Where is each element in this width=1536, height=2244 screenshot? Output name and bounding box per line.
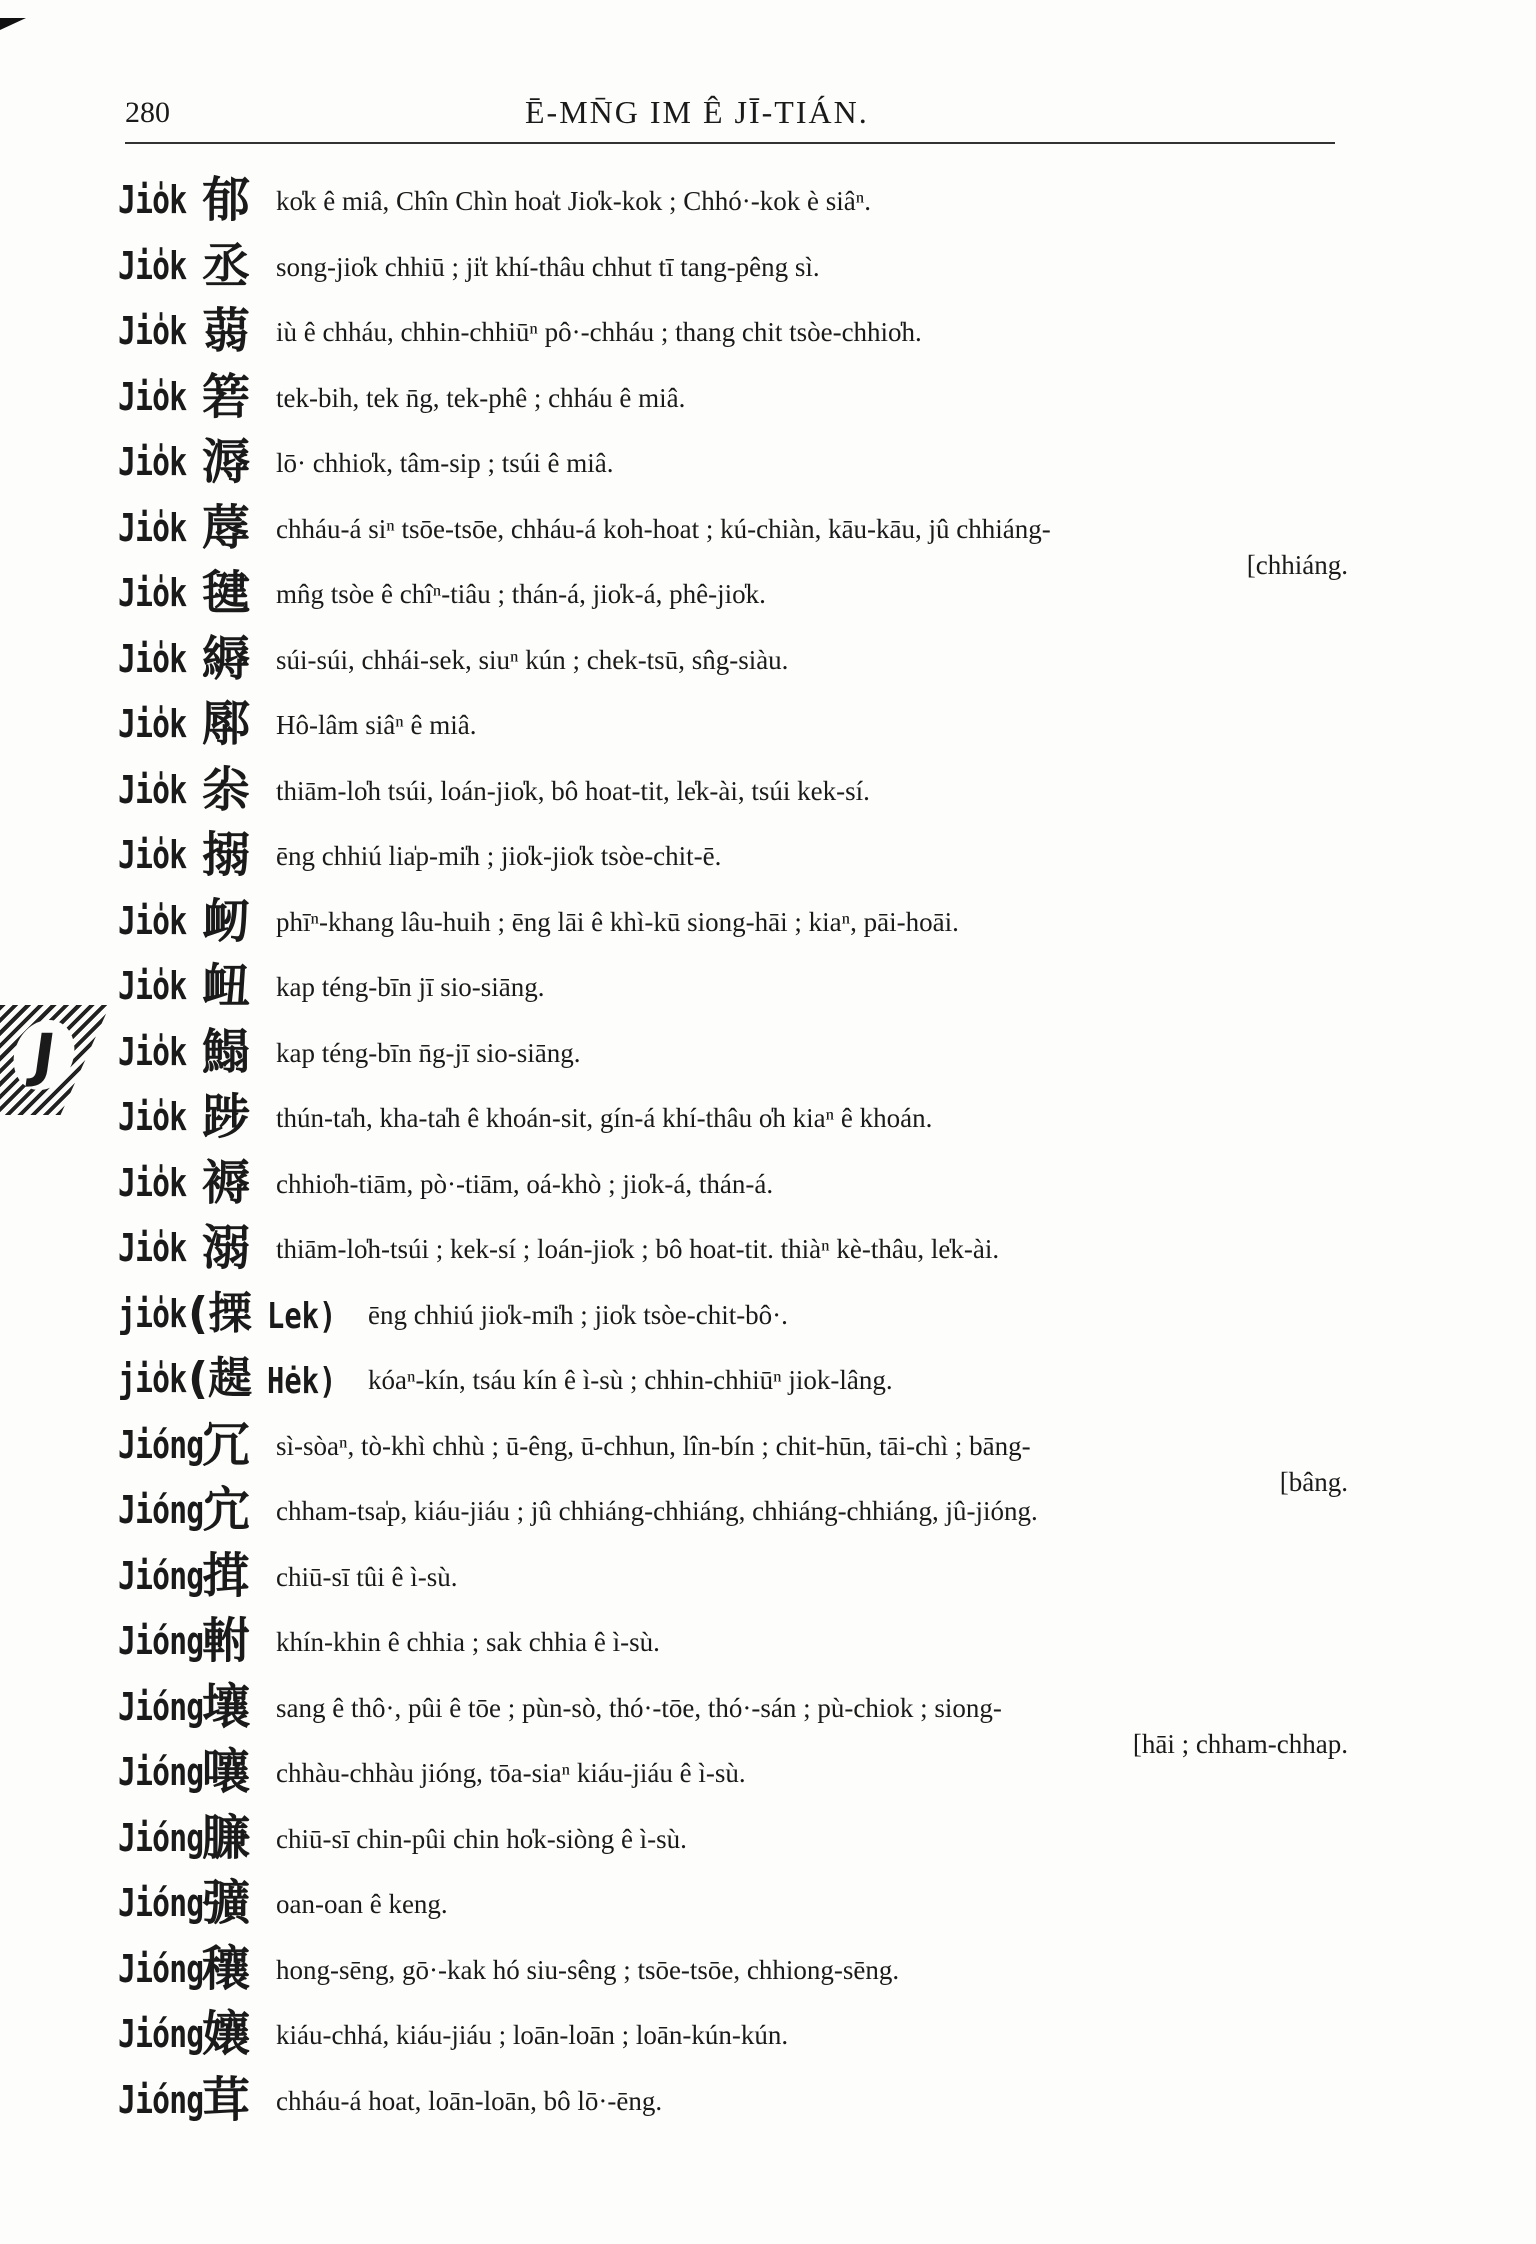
entry-character: 尜: [202, 761, 251, 818]
entry-definition: chiū-sī tûi ê ì-sù.: [276, 1561, 458, 1592]
entry-character: 蓐: [202, 499, 251, 556]
entry-definition: hong-sēng, gō·-kak hó siu-sêng ; tsōe-tsōe, chhiong-sēng.: [276, 1954, 900, 1985]
entry-definition: kiáu-chhá, kiáu-jiáu ; loān-loān ; loān-kún-kún.: [276, 2020, 789, 2050]
entry-definition: chhàu-chhàu jióng, tōa-siaⁿ kiáu-jiáu ê ì-sù.: [276, 1758, 746, 1788]
entry-headword: Jióng: [118, 1881, 204, 1925]
entry-headword: Jio̍k: [118, 440, 187, 484]
dictionary-entry: [118, 499, 1348, 580]
entry-character: 踄: [202, 1089, 251, 1145]
entry-character: 溽: [202, 434, 251, 490]
entry-definition: iù ê chháu, chhin-chhiūⁿ pô·-chháu ; thang chit tsòe-chhio̍h.: [276, 317, 922, 347]
entry-character: 衄: [202, 958, 251, 1014]
entry-character: 褥: [202, 1154, 251, 1211]
entry-reference-word: Hėk): [267, 1361, 337, 1402]
entry-definition: thiām-lo̍h-tsúi ; kek-sí ; loán-jio̍k ; bô hoat-tit. thiàⁿ kè-thâu, le̍k-ài.: [276, 1234, 1000, 1264]
entry-character: 冗: [202, 1416, 251, 1473]
entry-headword: Jio̍k: [118, 1095, 187, 1139]
entry-character: 郁: [202, 172, 251, 228]
entry-definition: chhio̍h-tiām, pò·-tiām, oá-khò ; jio̍k-á, thán-á.: [276, 1168, 774, 1199]
entry-definition: khín-khin ê chhia ; sak chhia ê ì-sù.: [276, 1627, 660, 1657]
entry-character: 軵: [202, 1613, 251, 1669]
entry-character: (趧: [188, 1353, 253, 1404]
dictionary-entry: [118, 1678, 1348, 1759]
entry-definition: mn̂g tsòe ê chîⁿ-tiâu ; thán-á, jio̍k-á, phê-jio̍k.: [276, 579, 766, 609]
entry-character: 彍: [202, 1875, 251, 1931]
entry-headword: Jióng: [118, 1619, 204, 1663]
entry-headword: Jio̍k: [118, 374, 187, 419]
entry-headword: Jio̍k: [118, 309, 187, 353]
dictionary-entry: [118, 434, 1348, 500]
entry-definition: ko̍k ê miâ, Chîn Chìn hoa̍t Jio̍k-kok ; Chhó·-kok è siâⁿ.: [276, 186, 871, 216]
dictionary-entry: [118, 1548, 1348, 1614]
entry-continuation: [bâng.: [1279, 1466, 1348, 1497]
entry-reference-word: Lek): [267, 1295, 337, 1337]
entry-headword: Jio̍k: [118, 1226, 187, 1270]
entry-character: 鰨: [202, 1023, 251, 1080]
entry-headword: Jióng: [118, 2077, 204, 2122]
dictionary-entry: [118, 1351, 1348, 1417]
entry-headword: Jióng: [118, 1422, 204, 1467]
entry-headword: Jio̍k: [118, 833, 187, 877]
entry-character: 箬: [202, 368, 251, 425]
entry-headword: Jióng: [118, 1750, 204, 1794]
dictionary-entry: [118, 1220, 1348, 1286]
entry-headword: Jio̍k: [118, 571, 187, 615]
entry-headword: Jio̍k: [118, 1029, 187, 1074]
entry-headword: Jióng: [118, 1488, 204, 1532]
entry-character: 嚷: [202, 1744, 251, 1800]
dictionary-entry: [118, 2072, 1348, 2138]
dictionary-entry: [118, 303, 1348, 369]
entry-headword: Jióng: [118, 2012, 204, 2056]
entry-definition: chháu-á siⁿ tsōe-tsōe, chháu-á koh-hoat ; kú-chiàn, kāu-kāu, jû chhiáng-: [276, 513, 1051, 544]
dictionary-entry: [118, 1744, 1348, 1810]
dictionary-entry: [118, 631, 1348, 697]
dictionary-entry: [118, 893, 1348, 959]
dictionary-entry: [118, 1286, 1348, 1352]
dictionary-entry: [118, 1482, 1348, 1548]
entry-definition: kóaⁿ-kín, tsáu kín ê ì-sù ; chhin-chhiūⁿ jiok-lâng.: [368, 1365, 893, 1395]
entry-definition: ēng chhiú jio̍k-mi̍h ; jio̍k tsòe-chit-bô·.: [368, 1299, 788, 1330]
entry-character: 溺: [202, 1220, 251, 1276]
dictionary-entry: [118, 1941, 1348, 2007]
entry-headword: Jióng: [118, 1553, 204, 1598]
entry-headword: jio̍k: [118, 1357, 187, 1401]
entry-definition: kap téng-bīn jī sio-siāng.: [276, 972, 545, 1002]
header-rule: [125, 142, 1335, 144]
corner-print-mark: [0, 18, 26, 30]
entry-definition: súi-súi, chhái-sek, siuⁿ kún ; chek-tsū, sn̂g-siàu.: [276, 644, 789, 675]
dictionary-entry: [118, 1810, 1348, 1876]
entry-cross-reference: [188, 1286, 354, 1345]
entry-character: 蒻: [202, 303, 251, 359]
entry-headword: Jio̍k: [118, 505, 187, 550]
entry-character: 宂: [202, 1482, 251, 1538]
entry-continuation: [chhiáng.: [1246, 549, 1348, 580]
entry-definition: kap téng-bīn n̄g-jī sio-siāng.: [276, 1037, 581, 1068]
dictionary-entry: [118, 762, 1348, 828]
running-title: Ē-MN̄G IM Ê JĪ-TIÁN.: [525, 94, 869, 130]
entry-headword: Jio̍k: [118, 767, 187, 812]
entry-character: 衂: [202, 892, 251, 949]
entry-definition: oan-oan ê keng.: [276, 1889, 448, 1919]
entry-character: 鄏: [202, 696, 251, 752]
entry-headword: Jio̍k: [118, 898, 187, 943]
entry-headword: Jióng: [118, 1946, 204, 1991]
entry-definition: thiām-lo̍h tsúi, loán-jio̍k, bô hoat-tit, le̍k-ài, tsúi kek-sí.: [276, 775, 870, 806]
entry-character: 毽: [202, 565, 251, 621]
entry-headword: Jio̍k: [118, 636, 187, 681]
entry-definition: song-jio̍k chhiū ; ji̍t khí-thâu chhut tī tang-pêng sì.: [276, 251, 820, 282]
entry-headword: Jio̍k: [118, 178, 187, 222]
dictionary-entry: [118, 565, 1348, 631]
entry-character: 茸: [202, 2071, 251, 2128]
entry-headword: Jio̍k: [118, 243, 187, 288]
dictionary-entry: [118, 696, 1348, 762]
entry-definition: thún-ta̍h, kha-ta̍h ê khoán-sit, gín-á khí-thâu o̍h kiaⁿ ê khoán.: [276, 1103, 933, 1133]
entry-definition: sì-sòaⁿ, tò-khì chhù ; ū-êng, ū-chhun, lîn-bín ; chit-hūn, tāi-chì ; bāng-: [276, 1430, 1031, 1461]
dictionary-entry: [118, 827, 1348, 893]
page-header: [125, 88, 1335, 138]
entry-character: 壤: [202, 1678, 251, 1735]
entry-definition: sang ê thô·, pûi ê tōe ; pùn-sò, thó·-tōe, thó·-sán ; pù-chiok ; siong-: [276, 1692, 1002, 1723]
entry-character: 搦: [202, 827, 251, 883]
entry-headword: Jióng: [118, 1684, 204, 1729]
entry-headword: Jio̍k: [118, 964, 187, 1008]
entry-definition: chham-tsa̍p, kiáu-jiáu ; jû chhiáng-chhiáng, chhiáng-chhiáng, jû-jióng.: [276, 1496, 1038, 1526]
dictionary-entry: [118, 2006, 1348, 2072]
entry-definition: Hô-lâm siâⁿ ê miâ.: [276, 710, 477, 740]
entry-definition: ēng chhiú lia̍p-mi̍h ; jio̍k-jio̍k tsòe-chit-ē.: [276, 841, 722, 871]
entry-continuation: [hāi ; chham-chhap.: [1132, 1728, 1348, 1759]
dictionary-entry: [118, 1416, 1348, 1497]
entry-headword: jio̍k: [118, 1291, 187, 1336]
entry-definition: tek-bih, tek n̄g, tek-phê ; chháu ê miâ.: [276, 382, 686, 413]
dictionary-entry: [118, 1024, 1348, 1090]
entry-headword: Jio̍k: [118, 702, 187, 746]
dictionary-entries: [118, 172, 1348, 2137]
dictionary-entry: [118, 958, 1348, 1024]
dictionary-entry: [118, 238, 1348, 304]
entry-headword: Jio̍k: [118, 1160, 187, 1205]
entry-character: 穰: [202, 1940, 251, 1997]
page-number: 280: [125, 96, 170, 129]
entry-character: 丞: [202, 237, 251, 294]
dictionary-entry: [118, 172, 1348, 238]
dictionary-entry: [118, 1089, 1348, 1155]
entry-definition: chiū-sī chin-pûi chin ho̍k-siòng ê ì-sù.: [276, 1823, 687, 1854]
dictionary-entry: [118, 1613, 1348, 1679]
entry-character: 臁: [202, 1809, 251, 1866]
entry-cross-reference: [188, 1351, 354, 1410]
entry-character: 搑: [202, 1547, 251, 1604]
entry-definition: lō· chhio̍k, tâm-sip ; tsúi ê miâ.: [276, 448, 614, 478]
dictionary-entry: [118, 1155, 1348, 1221]
dictionary-entry: [118, 369, 1348, 435]
entry-character: 縟: [202, 630, 251, 687]
entry-definition: phīⁿ-khang lâu-huih ; ēng lāi ê khì-kū siong-hāi ; kiaⁿ, pāi-hoāi.: [276, 906, 959, 937]
entry-character: (搮: [188, 1287, 253, 1339]
entry-character: 孃: [202, 2006, 251, 2062]
dictionary-entry: [118, 1875, 1348, 1941]
entry-headword: Jióng: [118, 1815, 204, 1860]
thumb-index-letter: J: [9, 1020, 79, 1090]
entry-definition: chháu-á hoat, loān-loān, bô lō·-ēng.: [276, 2085, 663, 2116]
